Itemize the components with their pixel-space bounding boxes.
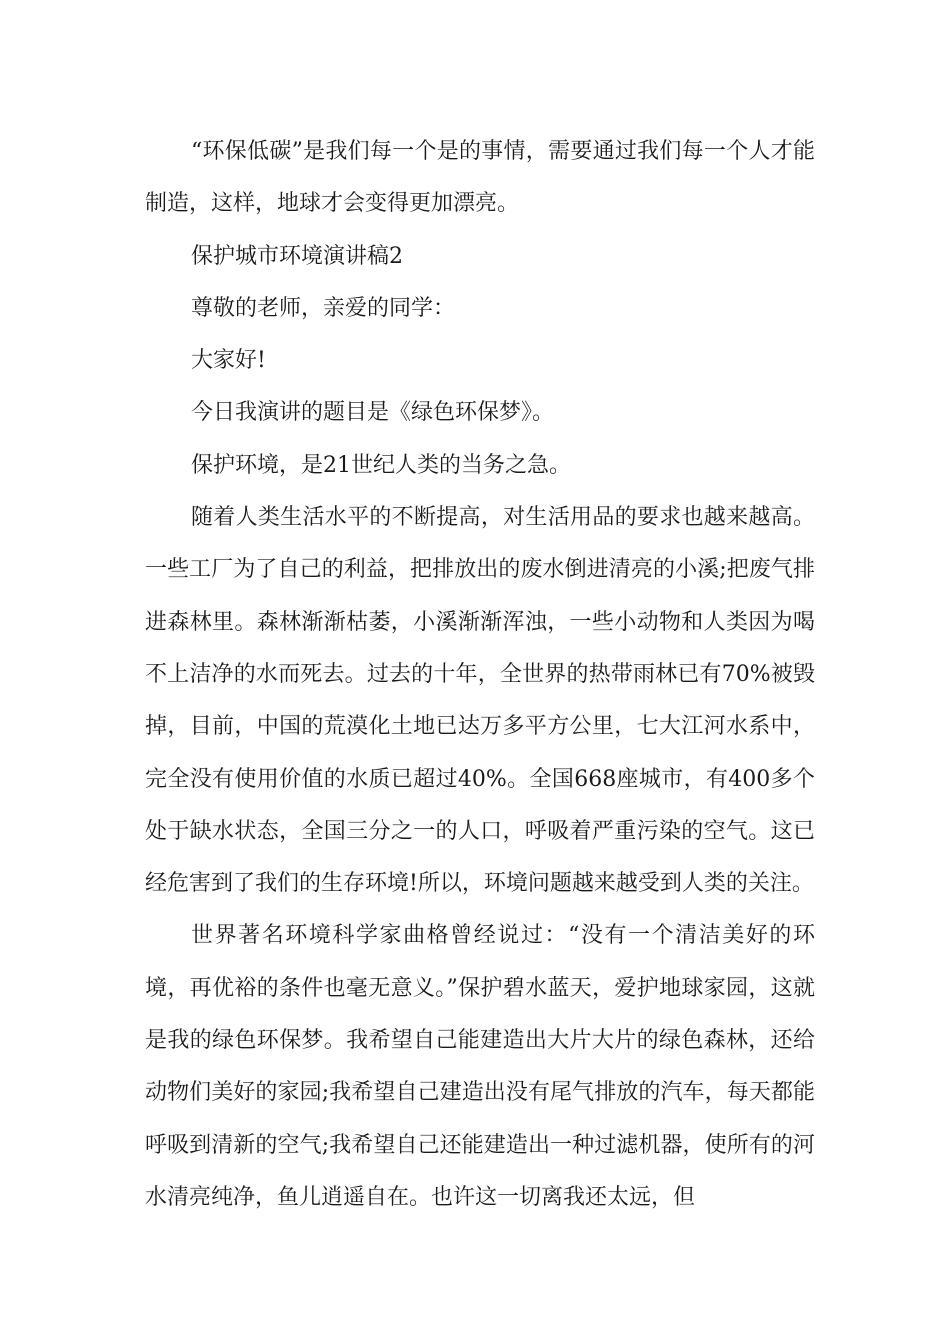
speech-title: 保护城市环境演讲稿2 <box>191 243 403 269</box>
topic-line: 今日我演讲的题目是《绿色环保梦》。 <box>191 400 555 426</box>
salutation: 尊敬的老师，亲爱的同学： <box>191 295 456 321</box>
thesis-line: 保护环境，是21世纪人类的当务之急。 <box>191 452 571 478</box>
paragraph-green-dream: 世界著名环境科学家曲格曾经说过：“没有一个清洁美好的环境，再优裕的条件也毫无意义。”保护碧水蓝天，爱护地球家园，这就是我的绿色环保梦。我希望自己能建造出大片大片的绿色森林，还给动物们美好的家园;我希望自己建造出没有尾气排放的汽车，每天都能呼吸到清新的空气;我希望自己还能建造出一种过滤机器，使所有的河水清亮纯净，鱼儿逍遥自在。也许这一切离我还太远，但 <box>145 923 815 1210</box>
greeting: 大家好! <box>191 348 266 374</box>
paragraph-low-carbon: “环保低碳”是我们每一个是的事情，需要通过我们每一个人才能制造，这样，地球才会变得更加漂亮。 <box>145 139 815 217</box>
document-body <box>145 126 815 1224</box>
paragraph-pollution: 随着人类生活水平的不断提高，对生活用品的要求也越来越高。一些工厂为了自己的利益，把排放出的废水倒进清亮的小溪;把废气排进森林里。森林渐渐枯萎，小溪渐渐浑浊，一些小动物和人类因为喝不上洁净的水而死去。过去的十年，全世界的热带雨林已有70%被毁掉，目前，中国的荒漠化土地已达万多平方公里，七大江河水系中，完全没有使用价值的水质已超过40%。全国668座城市，有400多个处于缺水状态，全国三分之一的人口，呼吸着严重污染的空气。这已经危害到了我们的生存环境!所以，环境问题越来越受到人类的关注。 <box>145 505 815 897</box>
